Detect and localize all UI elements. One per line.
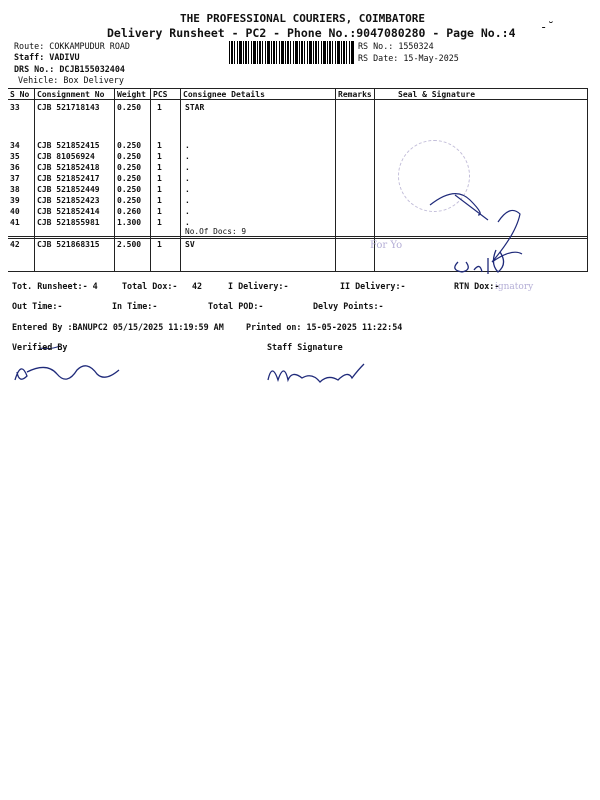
seal-signature-mark [430,194,480,215]
tot-runsheet: Tot. Runsheet:- 4 [12,281,98,291]
row-details: . [185,163,190,172]
row-sno: 42 [10,240,20,249]
total-dox-label: Total Dox:- [122,281,178,291]
row-weight: 0.250 [117,152,142,161]
header-consignment: Consignment No [37,90,105,99]
vehicle: Vehicle: Box Delivery [18,75,124,85]
header-seal: Seal & Signature [398,90,476,99]
row-consignment: CJB 521855981 [37,218,100,227]
row-sno: 37 [10,174,20,183]
header-weight: Weight [117,90,146,99]
row-details: . [185,218,190,227]
row-weight: 0.260 [117,207,142,216]
row-sno: 38 [10,185,20,194]
row-sno: 34 [10,141,20,150]
row-consignment: CJB 521718143 [37,103,100,112]
receiver-signature-tail [492,210,522,262]
corner-mark: -˘ [540,20,555,34]
rs-date: RS Date: 15-May-2025 [358,53,459,63]
row-pcs: 1 [157,196,162,205]
row-consignment: CJB 521852414 [37,207,100,216]
verified-signature [15,366,119,380]
rtn-dox: RTN Dox:- [454,281,500,291]
header-pcs: PCS [153,90,168,99]
header-consignee: Consignee Details [183,90,265,99]
header-remarks: Remarks [338,90,372,99]
row-pcs: 1 [157,141,162,150]
row-details: . [185,174,190,183]
stamp-text-1: For Yo [370,240,403,251]
seal-signature-stroke [455,195,488,220]
row-details: SV [185,240,195,249]
route: Route: COKKAMPUDUR ROAD [14,41,130,51]
row-pcs: 1 [157,152,162,161]
verified-by: Verified By [12,342,68,352]
row-pcs: 1 [157,185,162,194]
row-weight: 1.300 [117,218,142,227]
row-weight: 0.250 [117,196,142,205]
runsheet-title: Delivery Runsheet - PC2 - Phone No.:9047080280 - Page No.:4 [107,26,516,40]
row-details: . [185,207,190,216]
row-weight: 0.250 [117,103,142,112]
header-sno: S No [10,90,30,99]
row-details: . [185,196,190,205]
row-pcs: 1 [157,174,162,183]
docs-count: No.Of Docs: 9 [185,227,247,236]
row-sno: 39 [10,196,20,205]
stamp-text-2: ignatory [495,282,534,292]
row-weight: 2.500 [117,240,142,249]
total-dox-value: 42 [192,281,203,291]
row-consignment: CJB 521852449 [37,185,100,194]
rs-number: RS No.: 1550324 [358,41,434,51]
ii-delivery: II Delivery:- [340,281,406,291]
staff-signature-mark [268,364,364,382]
row-sno: 35 [10,152,20,161]
row-consignment: CJB 521852423 [37,196,100,205]
row-consignment: CJB 521868315 [37,240,100,249]
row-weight: 0.250 [117,141,142,150]
row-details: . [185,152,190,161]
row-weight: 0.250 [117,163,142,172]
delvy-points: Delvy Points:- [313,301,384,311]
row-details: STAR [185,103,205,112]
printed-on: Printed on: 15-05-2025 11:22:54 [246,322,403,332]
row-weight: 0.250 [117,185,142,194]
staff-signature-label: Staff Signature [267,342,343,352]
row-details: . [185,185,190,194]
row-sno: 40 [10,207,20,216]
row-weight: 0.250 [117,174,142,183]
i-delivery: I Delivery:- [228,281,289,291]
receiver-signature [455,250,504,274]
drs-number: DRS No.: DCJB155032404 [14,64,125,74]
company-name: THE PROFESSIONAL COURIERS, COIMBATORE [180,12,426,25]
row-sno: 36 [10,163,20,172]
row-details: . [185,141,190,150]
row-sno: 33 [10,103,20,112]
total-pod: Total POD:- [208,301,264,311]
row-consignment: CJB 521852415 [37,141,100,150]
row-pcs: 1 [157,207,162,216]
row-pcs: 1 [157,163,162,172]
row-pcs: 1 [157,103,162,112]
row-sno: 41 [10,218,20,227]
entered-by: Entered By :BANUPC2 05/15/2025 11:19:59 AM [12,322,224,332]
row-pcs: 1 [157,240,162,249]
staff: Staff: VADIVU [14,52,80,62]
in-time: In Time:- [112,301,158,311]
row-consignment: CJB 81056924 [37,152,95,161]
row-consignment: CJB 521852418 [37,163,100,172]
row-consignment: CJB 521852417 [37,174,100,183]
out-time: Out Time:- [12,301,63,311]
row-pcs: 1 [157,218,162,227]
